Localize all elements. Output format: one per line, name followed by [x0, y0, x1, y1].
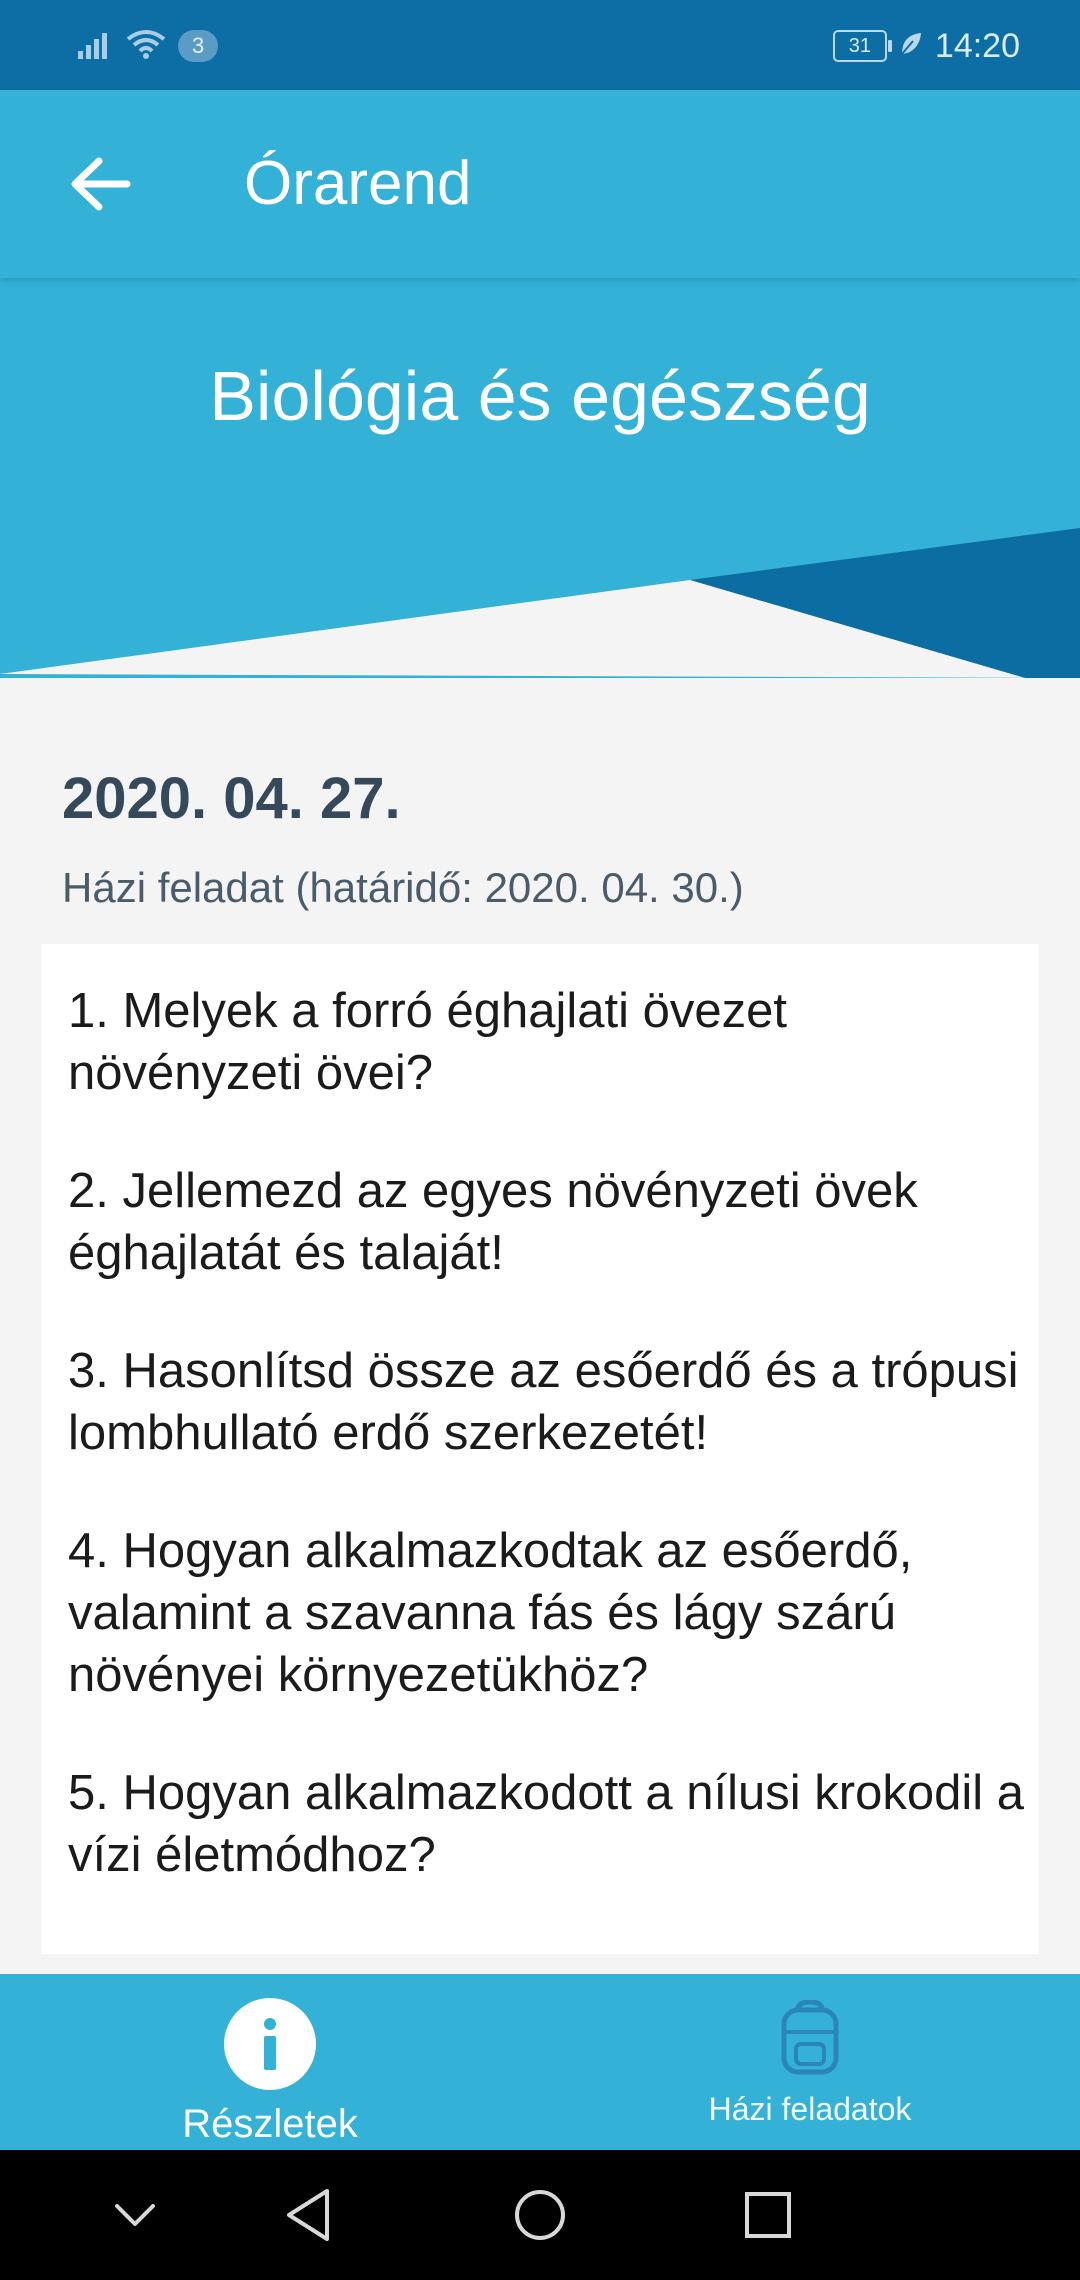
bottom-navigation — [0, 1974, 1080, 2150]
status-bar — [0, 0, 1080, 90]
homework-item: 2. Jellemezd az egyes növényzeti övek éghajlatát és talaját! — [68, 1164, 918, 1280]
nav-details-label: Részletek — [182, 2102, 358, 2146]
status-left — [78, 24, 218, 68]
back-button[interactable] — [50, 134, 150, 234]
homework-item: 4. Hogyan alkalmazkodtak az esőerdő, valamint a szavanna fás és lágy szárú növényei környezetükhöz? — [68, 1524, 913, 1702]
battery-level: 31 — [848, 34, 872, 57]
nav-homework-label: Házi feladatok — [708, 2091, 912, 2127]
notification-badge: 3 — [178, 30, 218, 62]
info-icon — [224, 1998, 316, 2090]
homework-item: 3. Hasonlítsd össze az esőerdő és a trópusi lombhullató erdő szerkezetét! — [68, 1344, 1019, 1460]
status-right — [833, 24, 1020, 68]
backpack-icon — [778, 2000, 842, 2081]
battery-icon — [833, 30, 887, 62]
page-title: Órarend — [244, 149, 472, 218]
system-navigation-bar — [0, 2150, 1080, 2280]
homework-card[interactable] — [41, 944, 1039, 1954]
app-bar — [0, 90, 1080, 278]
clock: 14:20 — [934, 26, 1020, 65]
wifi-icon — [126, 29, 166, 64]
homework-item: 1. Melyek a forró éghajlati övezet növényzeti övei? — [68, 984, 788, 1100]
recents-square-icon[interactable] — [733, 2180, 803, 2250]
homework-caption: Házi feladat (határidő: 2020. 04. 30.) — [62, 864, 744, 911]
back-triangle-icon[interactable] — [273, 2180, 343, 2250]
nav-details-tab[interactable] — [130, 1974, 410, 2150]
subject-title: Biológia és egészség — [209, 357, 871, 435]
chevron-down-icon[interactable] — [100, 2180, 170, 2250]
nav-homework-tab[interactable] — [660, 1974, 960, 2150]
homework-text — [68, 980, 1028, 1942]
arrow-left-icon — [69, 156, 131, 212]
homework-item: 5. Hogyan alkalmazkodott a nílusi krokodil a vízi életmódhoz? — [68, 1766, 1025, 1882]
header-background — [0, 278, 1080, 678]
home-circle-icon[interactable] — [505, 2180, 575, 2250]
signal-icon — [78, 29, 114, 64]
subject-header — [0, 278, 1080, 678]
lesson-date: 2020. 04. 27. — [62, 766, 401, 831]
leaf-icon — [899, 27, 923, 66]
